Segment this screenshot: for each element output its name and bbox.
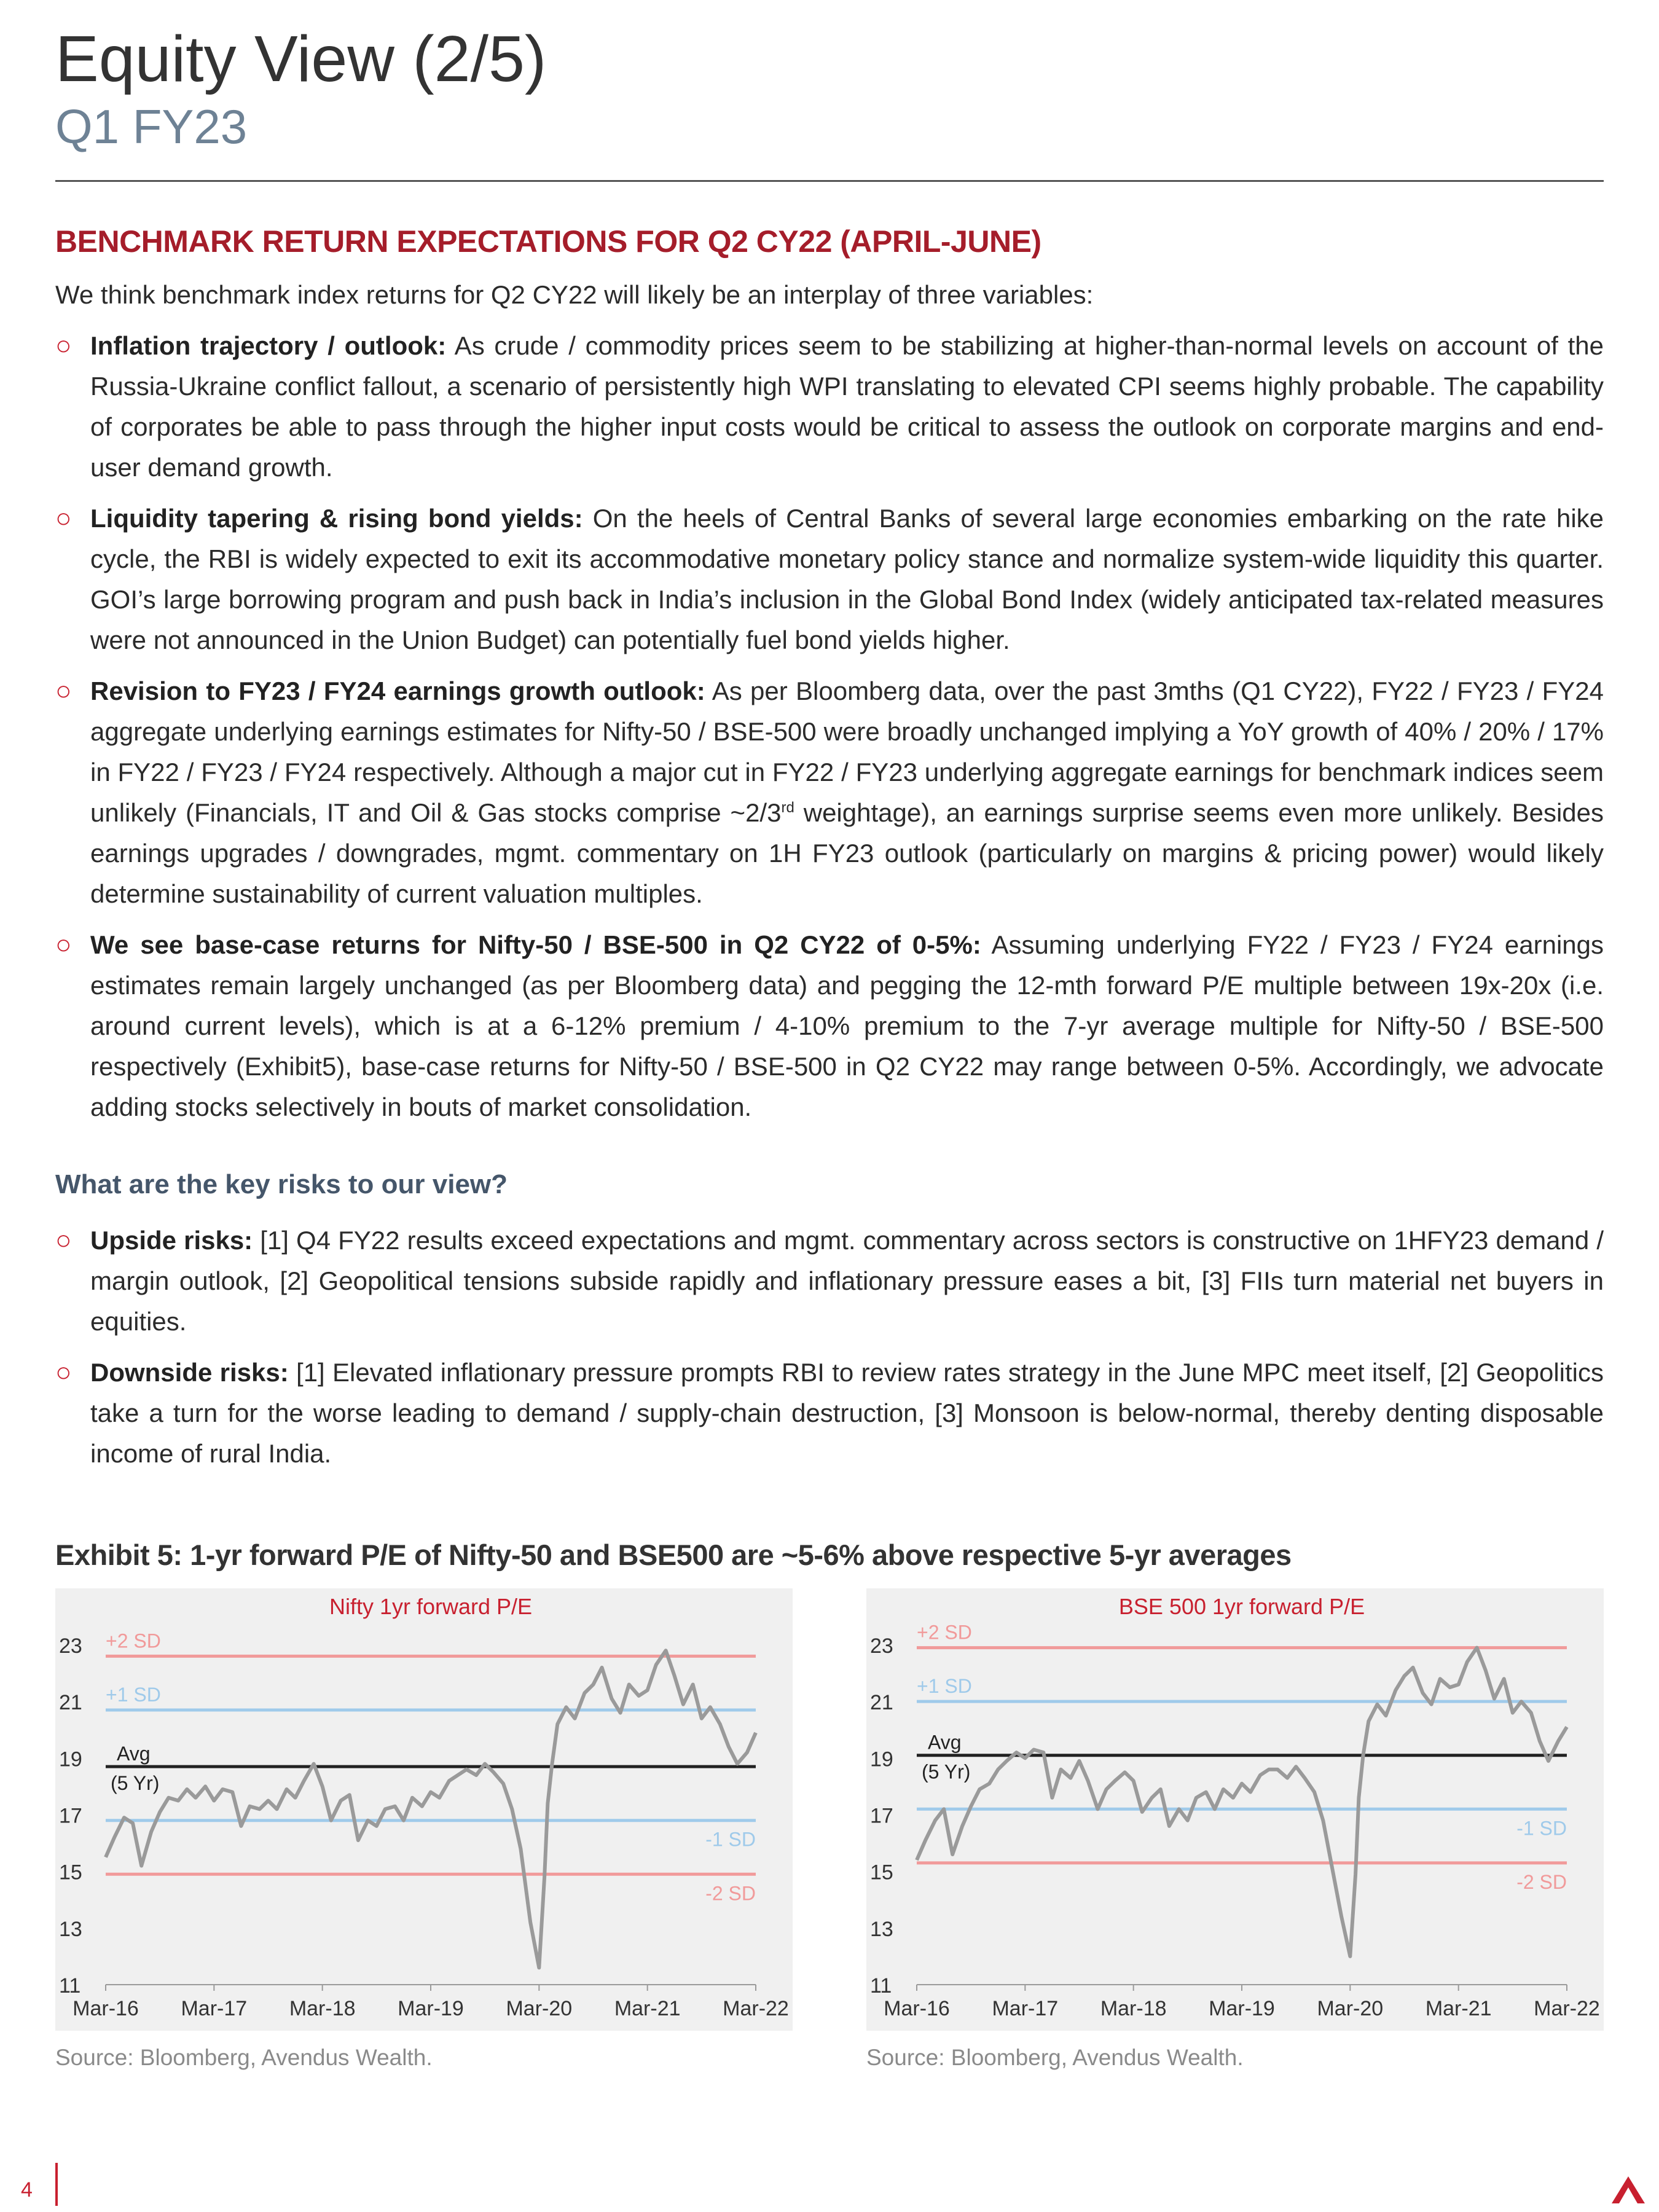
bullet-lead: Downside risks: (90, 1358, 289, 1387)
x-tick-label: Mar-16 (884, 1997, 950, 2020)
y-tick-label: 17 (59, 1804, 82, 1828)
band-sublabel: (5 Yr) (922, 1760, 971, 1783)
bullet-liquidity (55, 498, 1604, 661)
bullet-marker-icon: ○ (55, 676, 72, 706)
risks-list (55, 1220, 1604, 1484)
x-tick-label: Mar-22 (723, 1997, 789, 2020)
bullet-text: As per Bloomberg data, over the past 3mths (Q1 CY22), FY22 / FY23 / FY24 aggregate underlying earnings estimates for Nifty-50 / BSE-500 were broadly unchanged implying a YoY growth of 40% / 20% / 17% in FY22 / FY23 / FY24 respectively. Although a major cut in FY22 / FY23 underlying aggregate earnings for benchmark indices seem unlikely (Financials, IT and Oil & Gas stocks comprise ~2/3 (90, 677, 1604, 827)
chart-source-left: Source: Bloomberg, Avendus Wealth. (55, 2045, 433, 2070)
bullet-marker-icon: ○ (55, 1357, 72, 1387)
bullet-base-case (55, 925, 1604, 1128)
nifty-chart (55, 1588, 793, 2031)
bullet-lead: Revision to FY23 / FY24 earnings growth outlook: (90, 677, 705, 705)
bullet-lead: Liquidity tapering & rising bond yields: (90, 504, 583, 533)
section-intro: We think benchmark index returns for Q2 CY22 will likely be an interplay of three variables: (55, 280, 1094, 309)
band-label: -2 SD (1516, 1870, 1567, 1893)
bse500-chart (866, 1588, 1604, 2031)
x-tick-label: Mar-16 (73, 1997, 139, 2020)
y-tick-label: 15 (59, 1861, 82, 1885)
y-tick-label: 11 (59, 1974, 81, 1998)
page-title: Equity View (2/5) (55, 23, 547, 95)
y-tick-label: 13 (59, 1917, 82, 1941)
bullet-lead: Upside risks: (90, 1226, 253, 1255)
y-tick-label: 19 (59, 1747, 82, 1771)
variables-list (55, 326, 1604, 1138)
bullet-text: Assuming underlying FY22 / FY23 / FY24 earnings estimates remain largely unchanged (as per Bloomberg data) and pegging the 12-mth forward P/E multiple between 19x-20x (i.e. around current levels), which is at a 6-12% premium / 4-10% premium to the 7-yr average multiple for Nifty-50 / BSE-500 respectively (Exhibit5), base-case returns for Nifty-50 / BSE-500 in Q2 CY22 may range between 0-5%. Accordingly, we advocate adding stocks selectively in bouts of market consolidation. (90, 930, 1604, 1121)
y-tick-label: 13 (870, 1917, 893, 1941)
band-label: +1 SD (106, 1683, 161, 1706)
nifty-chart-svg (55, 1588, 793, 2031)
y-tick-label: 21 (59, 1691, 82, 1715)
y-tick-label: 23 (870, 1634, 893, 1658)
y-tick-label: 21 (870, 1691, 893, 1715)
band-label: +2 SD (106, 1630, 161, 1652)
bullet-marker-icon: ○ (55, 503, 72, 533)
x-tick-label: Mar-18 (289, 1997, 356, 2020)
x-tick-label: Mar-19 (398, 1997, 464, 2020)
x-tick-label: Mar-19 (1209, 1997, 1275, 2020)
chart-title: BSE 500 1yr forward P/E (1118, 1594, 1365, 1619)
y-tick-label: 15 (870, 1861, 893, 1885)
bullet-superscript: rd (781, 799, 794, 816)
band-label: Avg (117, 1743, 151, 1765)
bullet-text-continued: weightage), an earnings surprise seems even more unlikely. Besides earnings upgrades / downgrades, mgmt. commentary on 1H FY23 outlook (particularly on margins & pricing power) would likely determine sustainability of current valuation multiples. (90, 798, 1604, 908)
x-tick-label: Mar-20 (506, 1997, 573, 2020)
header-rule (55, 180, 1604, 182)
bullet-upside-risks (55, 1220, 1604, 1342)
bullet-text: [1] Q4 FY22 results exceed expectations and mgmt. commentary across sectors is constructive on 1HFY23 demand / margin outlook, [2] Geopolitical tensions subside rapidly and inflationary pressure eases a bit, [3] FIIs turn material net buyers in equities. (90, 1226, 1604, 1336)
chart-title: Nifty 1yr forward P/E (329, 1594, 533, 1619)
x-tick-label: Mar-17 (181, 1997, 248, 2020)
y-tick-label: 23 (59, 1634, 82, 1658)
bullet-earnings-revision (55, 671, 1604, 914)
x-tick-label: Mar-22 (1534, 1997, 1600, 2020)
exhibit-title: Exhibit 5: 1-yr forward P/E of Nifty-50 and BSE500 are ~5-6% above respective 5-yr averages (55, 1539, 1292, 1571)
x-tick-label: Mar-18 (1100, 1997, 1167, 2020)
bullet-inflation (55, 326, 1604, 488)
bse500-chart-svg (866, 1588, 1604, 2031)
bullet-text: As crude / commodity prices seem to be stabilizing at higher-than-normal levels on account of the Russia-Ukraine conflict fallout, a scenario of persistently high WPI translating to elevated CPI seems highly probable. The capability of corporates be able to pass through the higher input costs would be critical to assess the outlook on corporate margins and end-user demand growth. (90, 331, 1604, 482)
chart-source-right: Source: Bloomberg, Avendus Wealth. (866, 2045, 1244, 2070)
band-sublabel: (5 Yr) (111, 1772, 160, 1795)
band-label: Avg (928, 1731, 962, 1754)
y-tick-label: 19 (870, 1747, 893, 1771)
y-tick-label: 17 (870, 1804, 893, 1828)
band-label: -1 SD (705, 1828, 756, 1851)
x-tick-label: Mar-17 (992, 1997, 1059, 2020)
band-label: +1 SD (917, 1675, 972, 1698)
risks-heading: What are the key risks to our view? (55, 1169, 508, 1199)
bullet-marker-icon: ○ (55, 331, 72, 361)
section-heading: BENCHMARK RETURN EXPECTATIONS FOR Q2 CY22 (APRIL-JUNE) (55, 224, 1041, 259)
bullet-text: [1] Elevated inflationary pressure prompts RBI to review rates strategy in the June MPC meet itself, [2] Geopolitics take a turn for the worse leading to demand / supply-chain destruction, [3] Monsoon is below-normal, thereby denting disposable income of rural India. (90, 1358, 1604, 1468)
y-tick-label: 11 (870, 1974, 892, 1998)
bullet-text: On the heels of Central Banks of several large economies embarking on the rate hike cycle, the RBI is widely expected to exit its accommodative monetary policy stance and normalize system-wide liquidity this quarter. GOI’s large borrowing program and push back in India’s inclusion in the Global Bond Index (widely anticipated tax-related measures were not announced in the Union Budget) can potentially fuel bond yields higher. (90, 504, 1604, 654)
band-label: -2 SD (705, 1882, 756, 1905)
bullet-downside-risks (55, 1352, 1604, 1474)
band-label: +2 SD (917, 1621, 972, 1644)
bullet-marker-icon: ○ (55, 1225, 72, 1255)
bullet-lead: We see base-case returns for Nifty-50 / BSE-500 in Q2 CY22 of 0-5%: (90, 930, 981, 959)
avendus-chevron-logo-icon (1607, 2174, 1650, 2205)
page-number: 4 (21, 2178, 33, 2202)
x-tick-label: Mar-21 (1425, 1997, 1492, 2020)
band-label: -1 SD (1516, 1817, 1567, 1840)
x-tick-label: Mar-21 (614, 1997, 681, 2020)
page-subtitle: Q1 FY23 (55, 100, 248, 154)
bullet-marker-icon: ○ (55, 930, 72, 960)
footer-bar (55, 2163, 58, 2206)
x-tick-label: Mar-20 (1317, 1997, 1384, 2020)
bullet-lead: Inflation trajectory / outlook: (90, 331, 447, 360)
